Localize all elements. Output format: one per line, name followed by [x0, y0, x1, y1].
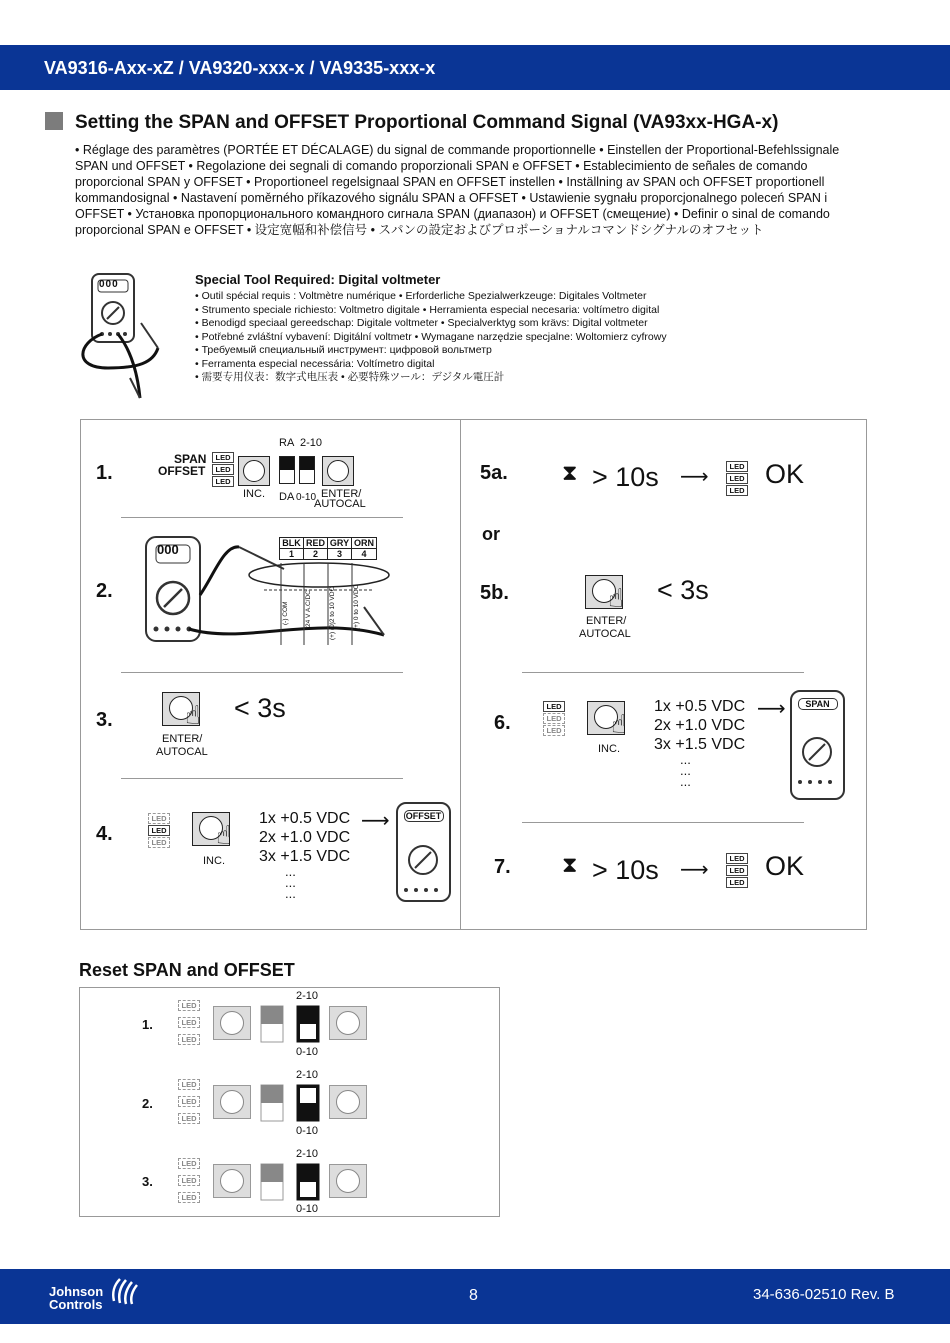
step-number: 7. — [494, 856, 511, 878]
led-indicator: LED — [726, 877, 748, 888]
step-number: 4. — [96, 823, 113, 845]
step-separator — [121, 517, 403, 518]
led-group — [543, 701, 565, 737]
section-title: Setting the SPAN and OFFSET Proportional Command Signal (VA93xx-HGA-x) — [75, 112, 779, 133]
johnson-controls-logo-icon — [108, 1275, 140, 1309]
intro-line: OFFSET • Установка пропорционального командного сигнала SPAN (диапазон) и OFFSET (смещение) • Definir o sinal de comando — [75, 207, 830, 221]
ellipsis: ... — [680, 774, 691, 789]
wire-color: BLK — [280, 538, 304, 548]
reset-step-number: 1. — [142, 1017, 153, 1032]
led-group — [212, 452, 234, 488]
hand-press-icon: ☝ — [608, 583, 624, 613]
doc-number: 34-636-02510 Rev. B — [753, 1286, 895, 1303]
tool-line: • 需要专用仪表：数字式电压表 • 必要特殊ツール：デジタル電圧計 — [195, 371, 505, 383]
hourglass-icon: ⧗ — [562, 852, 578, 877]
terminal-number: 3 — [328, 549, 352, 559]
intro-line: proporcional SPAN y OFFSET • Proportioneel regelsignaal SPAN en OFFSET instellen • Inställning av SPAN och OFFSET proportionell — [75, 175, 825, 189]
section-intro — [75, 142, 875, 238]
tool-line: • Potřebné zvláštní vybavení: Digitální voltmetr • Wymagane narzędzie specjalne: Woltomierz cyfrowy — [195, 330, 667, 343]
wire-label: (+) (0)2 to 10 VDC — [329, 586, 336, 640]
range-switch[interactable] — [299, 456, 315, 484]
reset-title: Reset SPAN and OFFSET — [79, 960, 295, 980]
hourglass-icon: ⧗ — [562, 460, 578, 485]
panel-divider — [460, 419, 461, 930]
led-indicator: LED — [178, 1034, 200, 1045]
step-number: 3. — [96, 709, 113, 731]
reset-step-number: 3. — [142, 1174, 153, 1189]
voltage-steps — [259, 809, 350, 899]
step-separator — [121, 672, 403, 673]
led-group — [726, 461, 748, 497]
led-group — [148, 813, 170, 849]
arrow-right-icon: ⟶ — [680, 859, 709, 881]
result-ok: OK — [765, 851, 805, 881]
led-indicator: LED — [178, 1079, 200, 1090]
enter-autocal-button[interactable] — [329, 1164, 367, 1198]
led-group — [178, 1079, 200, 1125]
meter-dial-icon — [396, 802, 451, 902]
led-group — [178, 1000, 200, 1046]
range-bottom-label: 0-10 — [296, 492, 317, 503]
led-indicator: LED — [178, 1000, 200, 1011]
inc-button[interactable] — [213, 1085, 251, 1119]
tool-lines — [195, 290, 667, 385]
wire-label: (-) COM — [282, 601, 289, 625]
led-group — [726, 853, 748, 889]
meter-display: OFFSET — [404, 810, 444, 822]
ra-label: RA — [279, 437, 295, 449]
wire-color: RED — [304, 538, 328, 548]
step-number: 1. — [96, 462, 113, 484]
reset-step-number: 2. — [142, 1096, 153, 1111]
tool-meter-display: 000 — [99, 279, 119, 290]
range-top-label: 2-10 — [296, 990, 319, 1002]
page-header — [0, 45, 950, 90]
terminal-number: 4 — [361, 549, 367, 559]
range-top-label: 2-10 — [296, 1148, 319, 1160]
led-indicator: LED — [148, 813, 170, 824]
autocal-label: AUTOCAL — [156, 746, 208, 758]
ellipsis: ... — [285, 864, 296, 879]
arrow-right-icon: ⟶ — [680, 466, 709, 488]
range-bottom-label: 0-10 — [296, 1046, 319, 1058]
step-number: 5b. — [480, 582, 509, 604]
led-indicator: LED — [178, 1096, 200, 1107]
terminal-number: 1 — [280, 549, 304, 559]
steps-panel — [80, 419, 867, 930]
enter-label: ENTER/ — [321, 488, 362, 500]
led-indicator: LED — [726, 485, 748, 496]
ellipsis: ... — [285, 875, 296, 890]
page-number: 8 — [469, 1287, 478, 1304]
voltage-step: 3x +1.5 VDC — [259, 848, 351, 865]
tool-line: • Strumento speciale richiesto: Voltmetro digitale • Herramienta especial necesaria: voltímetro digital — [195, 303, 660, 316]
step-number: 6. — [494, 712, 511, 734]
led-indicator: LED — [178, 1175, 200, 1186]
voltage-steps — [654, 697, 745, 787]
or-label: or — [482, 524, 500, 544]
brand-line: Controls — [49, 1297, 103, 1312]
press-time: < 3s — [234, 693, 286, 723]
press-time: < 3s — [657, 575, 709, 605]
enter-autocal-button[interactable] — [322, 456, 354, 486]
led-indicator: LED — [726, 865, 748, 876]
enter-label: ENTER/ — [162, 733, 203, 745]
ellipsis: ... — [680, 763, 691, 778]
intro-line: SPAN und OFFSET • Regolazione dei segnali di comando proporzionali SPAN e OFFSET • Establecimiento de señales de comando — [75, 159, 808, 173]
led-indicator: LED — [726, 473, 748, 484]
ra-da-switch[interactable] — [279, 456, 295, 484]
wait-time: > 10s — [592, 462, 659, 492]
range-top-label: 2-10 — [300, 437, 323, 449]
wire-color: ORN — [354, 538, 374, 548]
step-separator — [522, 822, 804, 823]
dip-switches[interactable] — [259, 1083, 329, 1123]
brand-logo-text — [49, 1285, 103, 1311]
led-indicator: LED — [178, 1017, 200, 1028]
intro-line: • Réglage des paramètres (PORTÉE ET DÉCALAGE) du signal de commande proportionnelle • Einstellen der Proportional-Befehlssignale — [75, 143, 840, 157]
meter-display: 000 — [157, 542, 179, 557]
meter-dial-icon — [790, 690, 845, 800]
da-label: DA — [279, 491, 295, 503]
led-indicator: LED — [726, 853, 748, 864]
led-indicator: LED — [212, 464, 234, 475]
voltage-step: 2x +1.0 VDC — [259, 829, 351, 846]
span-label: SPAN — [174, 452, 207, 466]
voltmeter-icon — [78, 268, 188, 408]
range-bottom-label: 0-10 — [296, 1125, 319, 1137]
voltage-step: 1x +0.5 VDC — [654, 698, 746, 715]
led-indicator: LED — [212, 476, 234, 487]
hand-press-icon: ☝ — [216, 820, 232, 850]
range-bottom-label: 0-10 — [296, 1203, 319, 1215]
wait-time: > 10s — [592, 855, 659, 885]
led-indicator: LED — [212, 452, 234, 463]
voltage-step: 2x +1.0 VDC — [654, 717, 746, 734]
led-indicator: LED — [726, 461, 748, 472]
wire-color-table — [279, 537, 377, 549]
terminal-number: 2 — [304, 549, 328, 559]
step-number: 2. — [96, 580, 113, 602]
enter-autocal-button[interactable] — [329, 1085, 367, 1119]
led-indicator: LED — [178, 1113, 200, 1124]
intro-line: kommandosignal • Nastavení poměrného příkazového signálu SPAN a OFFSET • Ustawienie sygnału proporcjonalnego poleceń SPAN i — [75, 191, 828, 205]
inc-button[interactable] — [213, 1164, 251, 1198]
inc-label: INC. — [598, 743, 620, 755]
meter-display: SPAN — [798, 698, 838, 710]
result-ok: OK — [765, 459, 805, 489]
autocal-label: AUTOCAL — [579, 628, 631, 640]
led-indicator: LED — [178, 1192, 200, 1203]
tool-line: • Требуемый специальный инструмент: цифровой вольтметр — [195, 344, 492, 356]
led-indicator: LED — [543, 725, 565, 736]
tool-line: • Benodigd speciaal gereedschap: Digitale voltmeter • Specialverktyg som krävs: Digital voltmeter — [195, 317, 648, 329]
tool-line: • Outil spécial requis : Voltmètre numérique • Erforderliche Spezialwerkzeuge: Digitales Voltmeter — [195, 290, 647, 302]
inc-label: INC. — [203, 855, 225, 867]
wire-label: (+) 0 to 10 VDC — [353, 584, 360, 630]
dip-switches[interactable] — [259, 1162, 329, 1202]
dip-switches[interactable] — [259, 1004, 329, 1044]
wire-color: GRY — [328, 538, 352, 548]
autocal-label: AUTOCAL — [314, 498, 366, 510]
inc-label: INC. — [243, 488, 265, 500]
led-indicator-blinking: LED — [148, 825, 170, 836]
enter-label: ENTER/ — [586, 615, 627, 627]
hand-press-icon: ☝ — [185, 700, 201, 730]
header-title: VA9316-Axx-xZ / VA9320-xxx-x / VA9335-xxx-x — [44, 58, 436, 78]
step-number: 5a. — [480, 462, 508, 484]
brand-line: Johnson — [49, 1284, 104, 1299]
led-indicator: LED — [178, 1158, 200, 1169]
hand-press-icon: ☝ — [611, 709, 627, 739]
page-footer — [0, 1269, 950, 1324]
led-indicator: LED — [543, 713, 565, 724]
led-indicator: LED — [148, 837, 170, 848]
voltage-step: 1x +0.5 VDC — [259, 810, 351, 827]
ellipsis: ... — [680, 752, 691, 767]
voltage-step: 3x +1.5 VDC — [654, 736, 746, 753]
led-group — [178, 1158, 200, 1204]
range-top-label: 2-10 — [296, 1069, 319, 1081]
inc-button[interactable] — [213, 1006, 251, 1040]
step-separator — [522, 672, 804, 673]
section-marker — [45, 112, 63, 130]
arrow-right-icon: ⟶ — [757, 698, 786, 720]
terminal-number-table — [279, 549, 377, 560]
offset-label: OFFSET — [158, 464, 206, 478]
arrow-right-icon: ⟶ — [361, 810, 390, 832]
tool-line: • Ferramenta especial necessária: Voltímetro digital — [195, 357, 435, 370]
enter-autocal-button[interactable] — [329, 1006, 367, 1040]
step-separator — [121, 778, 403, 779]
tool-title: Special Tool Required: Digital voltmeter — [195, 272, 441, 287]
ellipsis: ... — [285, 886, 296, 901]
wire-label: 24 V A.C/DC — [305, 590, 312, 627]
inc-button[interactable] — [238, 456, 270, 486]
intro-line: proporcional SPAN e OFFSET • 设定宽幅和补偿信号 • スパンの設定およびプロポーショナルコマンドシグナルのオフセット — [75, 223, 764, 237]
led-indicator-blinking: LED — [543, 701, 565, 712]
